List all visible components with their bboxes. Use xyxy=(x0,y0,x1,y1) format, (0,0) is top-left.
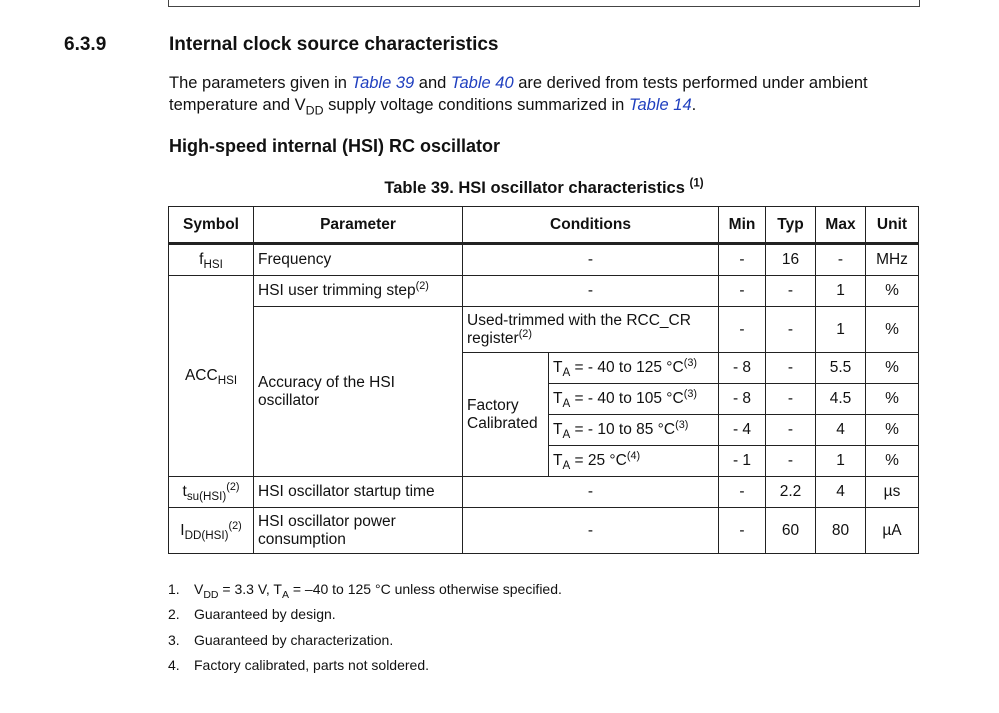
temperature-range: = - 10 to 85 °C xyxy=(570,421,676,438)
typ-cell: - xyxy=(766,307,816,353)
typ-cell: - xyxy=(766,446,816,477)
footnote-number: 1. xyxy=(168,580,180,597)
footnote-ref: (2) xyxy=(415,279,429,292)
table-row xyxy=(169,276,919,307)
typ-cell: - xyxy=(766,415,816,446)
factory-calibrated-cell: Factory Calibrated xyxy=(463,353,549,477)
header-symbol: Symbol xyxy=(169,207,254,244)
temperature-condition-cell xyxy=(549,446,719,477)
symbol-subscript: HSI xyxy=(203,258,223,272)
ta-subscript: A xyxy=(562,428,571,442)
table-caption xyxy=(169,179,919,198)
min-cell: - 8 xyxy=(719,353,766,384)
temperature-condition-cell xyxy=(549,353,719,384)
header-unit: Unit xyxy=(866,207,919,244)
link-table-40[interactable]: Table 40 xyxy=(450,74,514,92)
unit-cell: % xyxy=(866,384,919,415)
caption-text: Table 39. HSI oscillator characteristics xyxy=(384,179,690,197)
ta-subscript: A xyxy=(562,397,571,411)
parameter-cell: HSI oscillator startup time xyxy=(254,477,463,508)
intro-paragraph xyxy=(169,72,909,116)
header-min: Min xyxy=(719,207,766,244)
symbol-text: f xyxy=(199,251,204,268)
symbol-subscript: HSI xyxy=(217,374,238,388)
intro-text: . xyxy=(691,96,697,114)
link-table-14[interactable]: Table 14 xyxy=(628,96,692,114)
table-row xyxy=(169,477,919,508)
footnote-ref: (3) xyxy=(675,418,689,431)
header-conditions: Conditions xyxy=(463,207,719,244)
min-cell: - xyxy=(719,508,766,554)
unit-cell: % xyxy=(866,415,919,446)
ta-symbol: T xyxy=(553,359,563,376)
unit-cell: µs xyxy=(866,477,919,508)
symbol-cell xyxy=(169,276,254,477)
min-cell: - xyxy=(719,244,766,276)
conditions-text: Used-trimmed with the RCC_CR register xyxy=(467,311,691,347)
conditions-cell: - xyxy=(463,244,719,276)
footnote-ref: (4) xyxy=(626,449,641,462)
parameter-cell: Frequency xyxy=(254,244,463,276)
unit-cell: µA xyxy=(866,508,919,554)
footnote-ref: (3) xyxy=(683,387,697,400)
conditions-cell: - xyxy=(463,508,719,554)
temperature-range: = - 40 to 125 °C xyxy=(570,359,684,376)
max-cell: 4 xyxy=(816,477,866,508)
footnote-text: Guaranteed by design. xyxy=(194,606,336,623)
unit-cell: % xyxy=(866,353,919,384)
typ-cell: 16 xyxy=(766,244,816,276)
ta-symbol: T xyxy=(553,390,563,407)
unit-cell: % xyxy=(866,307,919,353)
header-typ: Typ xyxy=(766,207,816,244)
section-title: Internal clock source characteristics xyxy=(169,34,499,55)
conditions-cell xyxy=(463,307,719,353)
min-cell: - 1 xyxy=(719,446,766,477)
previous-table-frame xyxy=(168,0,920,7)
max-cell: - xyxy=(816,244,866,276)
min-cell: - 8 xyxy=(719,384,766,415)
ta-symbol: T xyxy=(553,421,563,438)
footnote-text: Factory calibrated, parts not soldered. xyxy=(194,657,430,674)
footnote-ref: (3) xyxy=(683,356,697,369)
footnote-text: Guaranteed by characterization. xyxy=(194,631,394,648)
min-cell: - xyxy=(719,276,766,307)
link-table-39[interactable]: Table 39 xyxy=(351,74,415,92)
temperature-condition-cell xyxy=(549,415,719,446)
typ-cell: - xyxy=(766,353,816,384)
max-cell: 80 xyxy=(816,508,866,554)
max-cell: 4 xyxy=(816,415,866,446)
footnote-segment: = 3.3 V, T xyxy=(218,580,282,597)
intro-text: supply voltage conditions summarized in xyxy=(323,96,629,114)
parameter-cell: HSI oscillator power consumption xyxy=(254,508,463,554)
typ-cell: 60 xyxy=(766,508,816,554)
max-cell: 1 xyxy=(816,307,866,353)
min-cell: - xyxy=(719,477,766,508)
ta-subscript: A xyxy=(562,366,571,380)
ta-subscript: A xyxy=(562,459,571,473)
max-cell: 1 xyxy=(816,446,866,477)
min-cell: - 4 xyxy=(719,415,766,446)
temperature-condition-cell xyxy=(549,384,719,415)
header-max: Max xyxy=(816,207,866,244)
footnote-segment: = –40 to 125 °C unless otherwise specified. xyxy=(288,580,562,597)
header-parameter: Parameter xyxy=(254,207,463,244)
symbol-text: ACC xyxy=(184,367,218,384)
footnote-ref: (2) xyxy=(518,327,532,340)
typ-cell: - xyxy=(766,276,816,307)
symbol-subscript: su(HSI) xyxy=(186,490,227,504)
typ-cell: 2.2 xyxy=(766,477,816,508)
min-cell: - xyxy=(719,307,766,353)
footnote-ref: (2) xyxy=(228,519,242,532)
table-row xyxy=(169,508,919,554)
vdd-subscript: DD xyxy=(305,103,324,118)
typ-cell: - xyxy=(766,384,816,415)
ta-symbol: T xyxy=(553,452,563,469)
max-cell: 5.5 xyxy=(816,353,866,384)
symbol-cell xyxy=(169,508,254,554)
parameter-text: HSI user trimming step xyxy=(258,282,416,299)
intro-text: are derived from tests performed under ambient temperature and V xyxy=(169,74,868,114)
footnote-number: 3. xyxy=(168,631,180,648)
footnote-item xyxy=(168,576,562,602)
conditions-cell: - xyxy=(463,276,719,307)
table-row xyxy=(169,307,919,353)
symbol-cell xyxy=(169,244,254,276)
unit-cell: % xyxy=(866,276,919,307)
temperature-range: = - 40 to 105 °C xyxy=(570,390,684,407)
parameter-cell xyxy=(254,276,463,307)
footnote-ref: (2) xyxy=(226,480,240,493)
footnote-item xyxy=(168,627,562,653)
footnote-item xyxy=(168,653,562,679)
temperature-range: = 25 °C xyxy=(570,452,627,469)
max-cell: 1 xyxy=(816,276,866,307)
table-footnotes xyxy=(168,576,562,678)
table-header-row xyxy=(169,207,919,244)
footnote-number: 4. xyxy=(168,657,180,674)
intro-text: and xyxy=(414,74,451,92)
max-cell: 4.5 xyxy=(816,384,866,415)
footnote-text xyxy=(194,580,562,601)
vdd-subscript: DD xyxy=(203,588,219,601)
hsi-characteristics-table xyxy=(168,206,919,554)
parameter-cell: Accuracy of the HSI oscillator xyxy=(254,307,463,477)
symbol-text: t xyxy=(182,483,187,500)
table-row xyxy=(169,244,919,276)
caption-footnote-ref: (1) xyxy=(689,177,704,190)
footnote-item xyxy=(168,602,562,628)
conditions-cell: - xyxy=(463,477,719,508)
subsection-heading: High-speed internal (HSI) RC oscillator xyxy=(169,136,501,156)
unit-cell: MHz xyxy=(866,244,919,276)
symbol-subscript: DD(HSI) xyxy=(184,528,229,542)
intro-text: The parameters given in xyxy=(169,74,352,92)
unit-cell: % xyxy=(866,446,919,477)
symbol-cell xyxy=(169,477,254,508)
vdd-symbol: V xyxy=(194,580,204,597)
section-number: 6.3.9 xyxy=(64,34,107,55)
symbol-text: I xyxy=(180,521,185,539)
footnote-number: 2. xyxy=(168,606,180,623)
ta-subscript: A xyxy=(281,588,289,601)
